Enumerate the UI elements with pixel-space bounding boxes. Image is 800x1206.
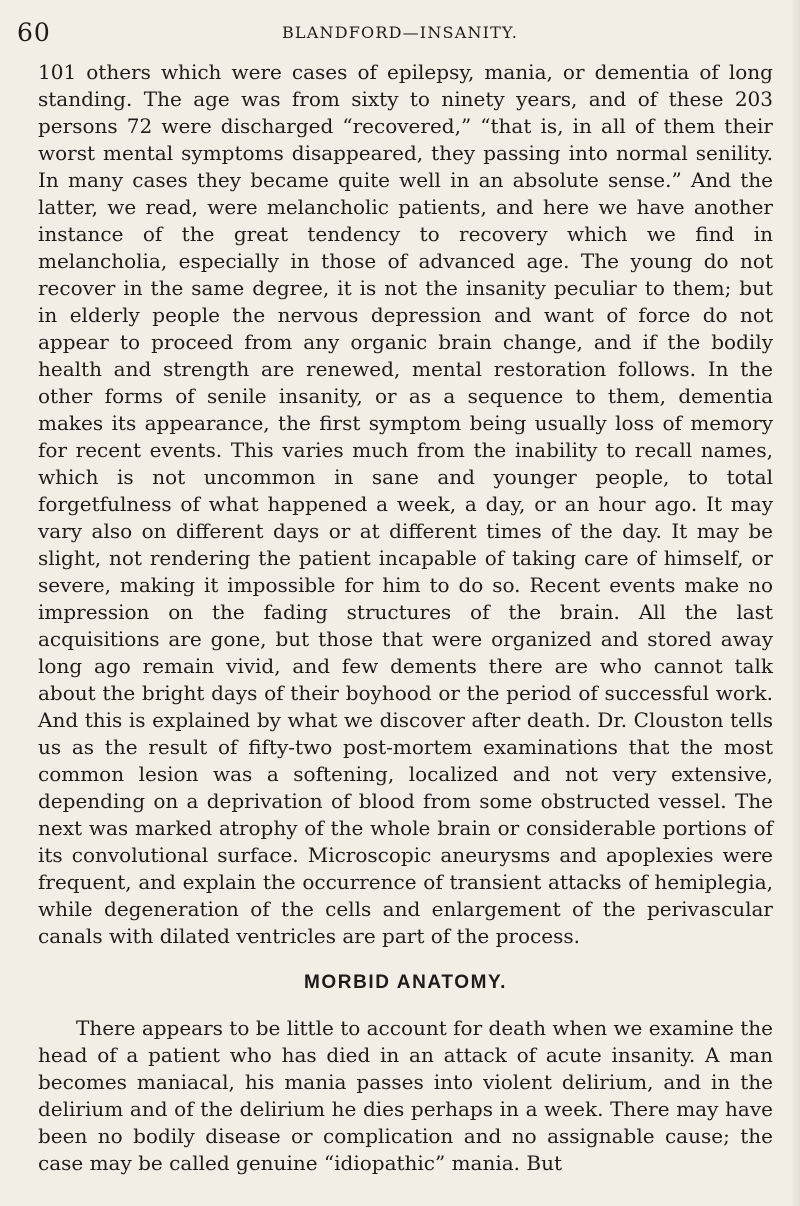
section-heading: MORBID ANATOMY. (303, 972, 508, 993)
paragraph-morbid-anatomy: There appears to be little to account for death when we examine the head of a patient who has died in an attack of acute insanity. A man becomes maniacal, his mania passes into violent delirium, and in the delirium and of the delirium he dies perhaps in a week. There may have been no bodily disease or complication and no assignable cause; the case may be called genuine “idiopathic” mania. But (38, 1016, 773, 1175)
running-head: BLANDFORD—INSANITY. (281, 23, 519, 42)
page-edge-shadow (791, 0, 800, 1206)
page-number: 60 (17, 18, 51, 47)
paragraph-continued: 101 others which were cases of epilepsy, mania, or dementia of long standing. The age was from sixty to ninety years, and of these 203 persons 72 were discharged “recovered,” “that is, in all of them their worst mental symptoms disappeared, they passing into normal senility. In many cases they became quite well in an absolute sense.” And the latter, we read, were melancholic patients, and here we have another instance of the great tendency to recovery which we find in melancholia, especially in those of advanced age. The young do not recover in the same degree, it is not the insanity peculiar to them; but in elderly people the nervous depression and want of force do not appear to proceed from any organic brain change, and if the bodily health and strength are renewed, mental restoration follows. In the other forms of senile insanity, or as a sequence to them, dementia makes its appearance, the first symptom being usually loss of memory for recent events. This varies much from the inability to recall names, which is not uncommon in sane and younger people, to total forgetfulness of what happened a week, a day, or an hour ago. It may vary also on different days or at different times of the day. It may be slight, not rendering the patient incapable of taking care of himself, or severe, making it impossible for him to do so. Recent events make no impression on the fading structures of the brain. All the last acquisitions are gone, but those that were organized and stored away long ago remain vivid, and few dements there are who cannot talk about the bright days of their boyhood or the period of successful work. And this is explained by what we discover after death. Dr. Clouston tells us as the result of fifty-two post-mortem examinations that the most common lesion was a softening, localized and not very extensive, depending on a deprivation of blood from some obstructed vessel. The next was marked atrophy of the whole brain or considerable portions of its convolutional surface. Microscopic aneurysms and apoplexies were frequent, and explain the occurrence of transient attacks of hemiplegia, while degeneration of the cells and enlargement of the perivascular canals with dilated ventricles are part of the process. (38, 60, 773, 948)
body-text (38, 59, 773, 1177)
